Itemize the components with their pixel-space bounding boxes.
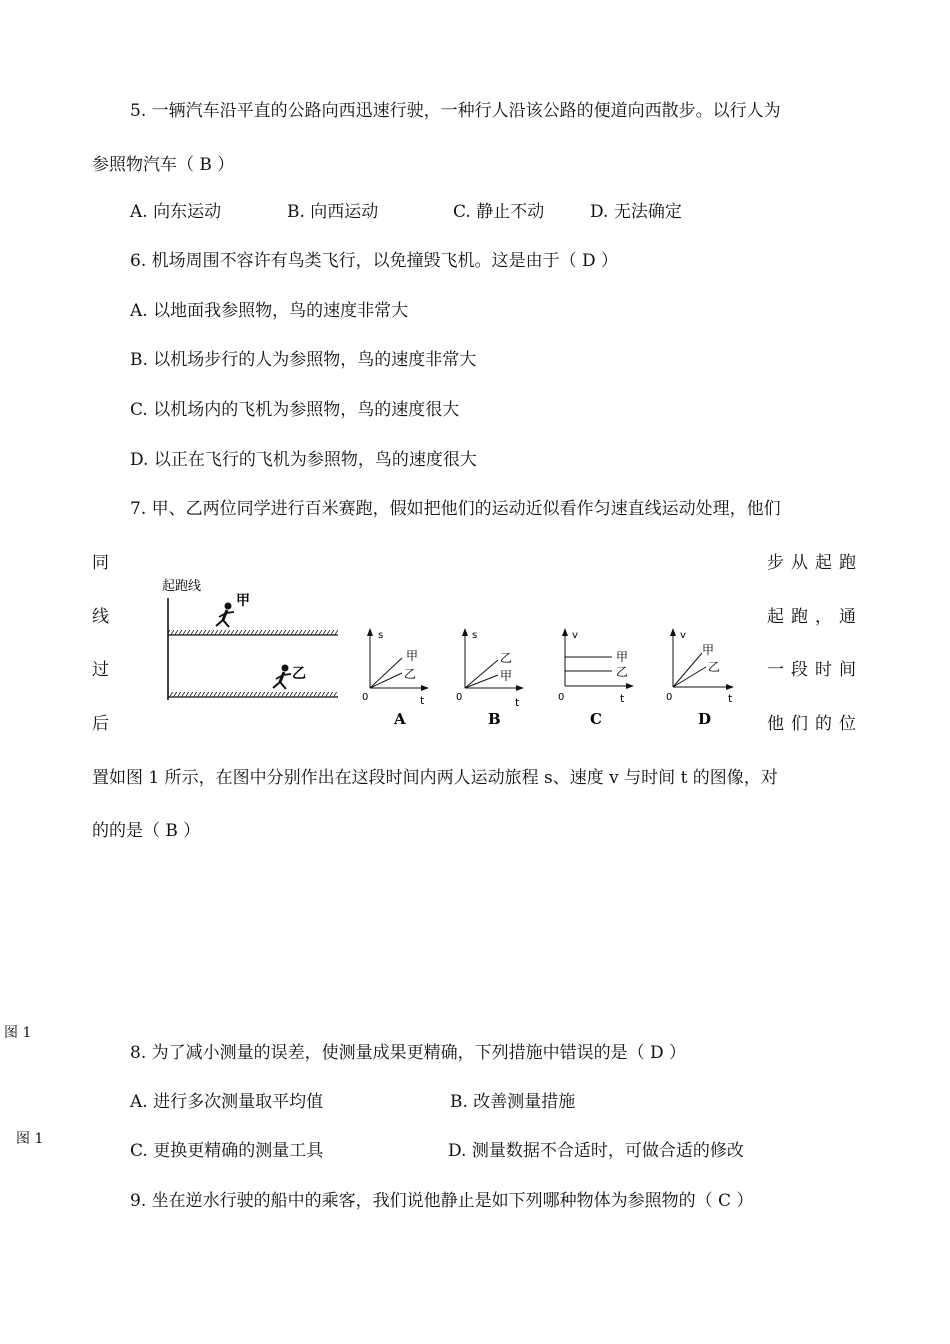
line-label-b: 乙 [500,651,513,665]
line-label-a: 甲 [500,669,513,683]
figure-caption: 图 1 [4,1025,32,1041]
q9-stem: 9. 坐在逆水行驶的船中的乘客，我们说他静止是如下列哪种物体为参照物的（ C ） [130,1191,754,1211]
graph-d [666,628,734,728]
graph-b-caption: B [488,710,501,728]
axis-v-label: v [572,630,578,641]
q6-option-d: D. 以正在飞行的飞机为参照物，鸟的速度很大 [130,450,477,470]
q7-left-char: 线 [92,607,109,627]
q5-option-d: D. 无法确定 [590,202,682,222]
q7-left-char: 后 [92,714,109,734]
axis-t-label: t [728,692,733,705]
q6-stem: 6. 机场周围不容许有鸟类飞行，以免撞毁飞机。这是由于（ D ） [130,251,619,271]
q7-right-text: 一段时间 [767,660,863,680]
q6-option-b: B. 以机场步行的人为参照物，鸟的速度非常大 [130,350,477,370]
q8-option-a: A. 进行多次测量取平均值 [130,1092,324,1112]
origin-label: 0 [362,692,369,703]
lane-boundary [168,630,338,635]
q7-left-char: 同 [92,553,109,573]
q5-stem-line2: 参照物汽车（ B ） [92,155,235,175]
q8-option-c: C. 更换更精确的测量工具 [130,1141,324,1161]
q8-option-d: D. 测量数据不合适时，可做合适的修改 [448,1141,744,1161]
figure-1-diagram [150,570,750,745]
graph-c-caption: C [590,710,602,728]
line-label-a: 甲 [616,650,629,664]
start-line-label: 起跑线 [162,579,202,594]
line-label-a: 甲 [702,643,715,657]
q6-option-a: A. 以地面我参照物，鸟的速度非常大 [130,301,409,321]
origin-label: 0 [666,692,673,703]
q7-stem-line7: 的的是（ B ） [92,821,201,841]
runner-b-label: 乙 [292,666,306,682]
q6-option-c: C. 以机场内的飞机为参照物，鸟的速度很大 [130,400,460,420]
graph-b [456,628,524,728]
runner-icon [273,665,291,690]
q7-stem-line1: 7. 甲、乙两位同学进行百米赛跑，假如把他们的运动近似看作匀速直线运动处理，他们 [130,499,781,519]
graph-d-caption: D [698,710,712,728]
origin-label: 0 [456,692,463,703]
q5-option-b: B. 向西运动 [287,202,379,222]
line-label-a: 甲 [406,649,419,663]
axis-s-label: s [472,630,478,641]
graph-a-caption: A [394,710,406,728]
q5-stem-line1: 5. 一辆汽车沿平直的公路向西迅速行驶，一种行人沿该公路的便道向西散步。以行人为 [130,101,781,121]
axis-s-label: s [378,630,384,641]
line-label-b: 乙 [708,660,721,674]
q7-right-text: 步从起跑 [767,553,863,573]
q5-option-a: A. 向东运动 [130,202,222,222]
lane-boundary [168,692,338,697]
q8-stem: 8. 为了减小测量的误差，使测量成果更精确，下列措施中错误的是（ D ） [130,1043,687,1063]
axis-v-label: v [680,630,686,641]
axis-t-label: t [420,694,425,707]
line-label-b: 乙 [404,667,417,681]
q5-option-c: C. 静止不动 [453,202,545,222]
q7-stem-line6: 置如图 1 所示，在图中分别作出在这段时间内两人运动旅程 s、速度 v 与时间 t 的图像，对 [92,768,778,788]
axis-t-label: t [515,696,520,709]
runner-a-label: 甲 [236,593,250,609]
runner-icon [216,603,234,628]
q8-option-b: B. 改善测量措施 [450,1092,576,1112]
line-label-b: 乙 [616,665,629,679]
axis-t-label: t [620,692,625,705]
q7-right-text: 他们的位 [767,714,863,734]
q7-right-text: 起跑，通 [767,607,863,627]
q7-left-char: 过 [92,660,109,680]
figure-caption: 图 1 [16,1131,44,1147]
origin-label: 0 [558,692,565,703]
graph-c [558,628,634,728]
graph-a [362,628,429,728]
